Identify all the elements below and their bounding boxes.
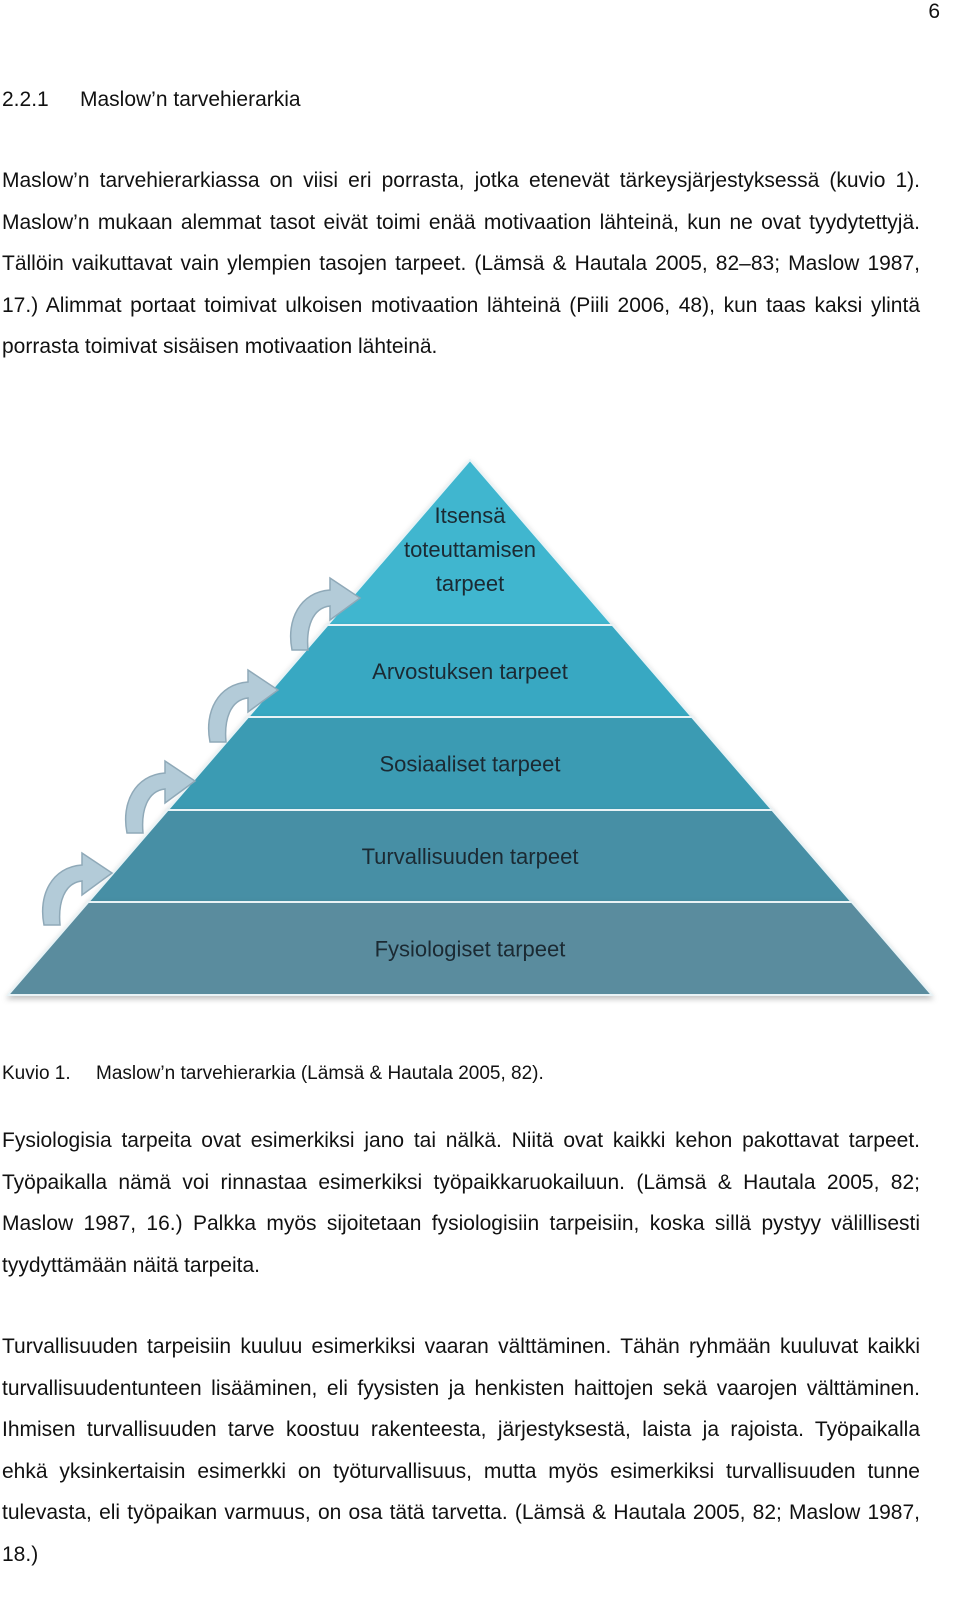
pyramid-label-1-line-3: tarpeet [435, 571, 505, 596]
pyramid-label-4-line-1: Turvallisuuden tarpeet [361, 844, 579, 869]
section-title: Maslow’n tarvehierarkia [80, 88, 301, 111]
page-number: 6 [928, 0, 940, 23]
maslow-pyramid-diagram [0, 455, 960, 1015]
caption-label: Kuvio 1. [2, 1063, 71, 1084]
pyramid-label-1-line-1: Itsensä [434, 503, 506, 528]
section-heading [2, 88, 301, 112]
pyramid-label-1-line-2: toteuttamisen [403, 537, 537, 562]
safety-needs-paragraph: Turvallisuuden tarpeisiin kuuluu esimerkiksi vaaran välttäminen. Tähän ryhmään kuuluvat kaikki turvallisuudentunteen lisääminen, eli fyysisten ja henkisten haittojen sekä vaarojen välttäminen. Ihmisen turvallisuuden tarve koostuu rakenteesta, järjestyksestä, laista ja rajoista. Työpaikalla ehkä yksinkertaisin esimerkki on työturvallisuus, mutta myös esimerkiksi turvallisuuden tunne tulevasta, eli työpaikan varmuus, on osa tätä tarvetta. (Lämsä & Hautala 2005, 82; Maslow 1987, 18.) [2, 1335, 920, 1566]
section-number: 2.2.1 [2, 88, 49, 111]
pyramid-label-2-line-1: Arvostuksen tarpeet [372, 659, 568, 684]
pyramid-label-5-line-1: Fysiologiset tarpeet [374, 936, 566, 962]
intro-paragraph: Maslow’n tarvehierarkiassa on viisi eri porrasta, jotka etenevät tärkeysjärjestyksessä (kuvio 1). Maslow’n mukaan alemmat tasot eivät toimi enää motivaation lähteinä, kun ne ovat tyydytettyjä. Tällöin vaikuttavat vain ylempien tasojen tarpeet. (Lämsä & Hautala 2005, 82–83; Maslow 1987, 17.) Alimmat portaat toimivat ulkoisen motivaation lähteinä (Piili 2006, 48), kun taas kaksi ylintä porrasta toimivat sisäisen motivaation lähteinä. [2, 169, 920, 358]
physiological-needs-paragraph: Fysiologisia tarpeita ovat esimerkiksi jano tai nälkä. Niitä ovat kaikki kehon pakottavat tarpeet. Työpaikalla nämä voi rinnastaa esimerkiksi työpaikkaruokailuun. (Lämsä & Hautala 2005, 82; Maslow 1987, 16.) Palkka myös sijoitetaan fysiologisiin tarpeisiin, koska sillä pystyy välillisesti tyydyttämään näitä tarpeita. [2, 1129, 920, 1277]
figure-caption [2, 1063, 544, 1085]
caption-text: Maslow’n tarvehierarkia (Lämsä & Hautala 2005, 82). [96, 1063, 544, 1084]
pyramid-label-3-line-1: Sosiaaliset tarpeet [379, 751, 561, 777]
